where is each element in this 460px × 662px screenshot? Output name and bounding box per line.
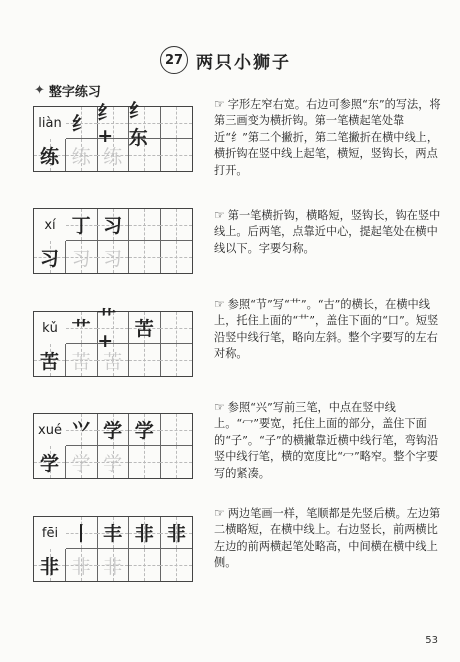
- grid-cell: [160, 414, 192, 446]
- grid-cell: [97, 517, 129, 549]
- grid-cell: [34, 517, 66, 549]
- grid-cell: [66, 209, 98, 241]
- grid-cell: [66, 549, 98, 581]
- practice-grid: [33, 208, 193, 274]
- trace-character: 学: [103, 452, 123, 475]
- stroke-step-glyph: 艹+: [97, 307, 117, 352]
- pinyin-label: fēi: [34, 517, 66, 549]
- trace-character: 非: [103, 555, 123, 578]
- stroke-step-glyph: 学: [134, 420, 154, 442]
- grid-cell: [160, 312, 192, 344]
- writing-guide-note: [214, 399, 442, 482]
- trace-character: 苦: [71, 350, 91, 373]
- grid-cell: [66, 107, 98, 139]
- note-text: 参照“节”写“艹”。“古”的横长，在横中线上，托住上面的“艹”，盖住下面的“口”。短竖沿竖中线行笔，略向左斜。整个字要写的左右对称。: [214, 298, 439, 361]
- pointing-hand-icon: ☞: [214, 97, 225, 111]
- trace-character: 非: [71, 555, 91, 578]
- grid-cell: [97, 307, 129, 352]
- grid-cell: [160, 107, 192, 139]
- section-heading: [34, 81, 101, 100]
- model-character: 习: [39, 247, 59, 270]
- grid-cell: [160, 139, 192, 171]
- grid-cell: [34, 209, 66, 241]
- model-character: 苦: [39, 350, 59, 373]
- trace-character: 苦: [103, 350, 123, 373]
- grid-cell: [34, 446, 66, 478]
- grid-cell: [66, 446, 98, 478]
- note-text: 第一笔横折钩，横略短，竖钩长，钩在竖中线上。后两笔，点靠近中心，提起笔处在横中线以下。字要匀称。: [214, 209, 441, 255]
- stroke-step-glyph: 丰: [103, 523, 123, 545]
- grid-cell: [160, 241, 192, 273]
- grid-cell: [129, 414, 161, 446]
- practice-grid: [33, 307, 193, 377]
- writing-guide-note: [214, 505, 442, 572]
- grid-cell: [34, 312, 66, 344]
- star-icon: ✦: [34, 83, 45, 98]
- grid-cell: [97, 414, 129, 446]
- grid-cell: [97, 446, 129, 478]
- grid-cell: [66, 312, 98, 344]
- stroke-step-glyph: 艹: [71, 318, 91, 340]
- trace-character: 习: [103, 247, 123, 270]
- lesson-title: 两只小狮子: [196, 52, 291, 73]
- grid-cell: [34, 139, 66, 171]
- pinyin-label: xué: [34, 414, 66, 446]
- note-text: 参照“兴”写前三笔，中点在竖中线上。“冖”要宽，托住上面的部分，盖住下面的“子”。“子”的横撇靠近横中线行笔，弯钩沿竖中线行笔，横的宽度比“冖”略窄。整个字要写的紧凑。: [214, 401, 439, 480]
- page-number: 53: [425, 635, 438, 646]
- pointing-hand-icon: ☞: [214, 297, 225, 311]
- pointing-hand-icon: ☞: [214, 208, 225, 222]
- grid-cell: [97, 549, 129, 581]
- grid-cell: [97, 139, 129, 171]
- grid-cell: [97, 241, 129, 273]
- grid-cell: [34, 414, 66, 446]
- grid-cell: [160, 344, 192, 376]
- grid-cell: [66, 414, 98, 446]
- grid-cell: [129, 209, 161, 241]
- grid-cell: [66, 344, 98, 376]
- writing-guide-note: [214, 296, 442, 363]
- practice-grid: [33, 413, 193, 479]
- section-label: 整字练习: [48, 85, 101, 100]
- grid-cell: [129, 446, 161, 478]
- grid-cell: [66, 139, 98, 171]
- grid-cell: [160, 549, 192, 581]
- practice-grid: [33, 99, 193, 172]
- stroke-step-glyph: 非: [166, 523, 186, 545]
- grid-cell: [34, 241, 66, 273]
- stroke-step-glyph: 纟东: [128, 99, 148, 149]
- stroke-step-glyph: 丁: [71, 215, 91, 237]
- pointing-hand-icon: ☞: [214, 506, 225, 520]
- model-character: 练: [39, 145, 59, 168]
- note-text: 两边笔画一样，笔顺都是先竖后横。左边第二横略短，在横中线上。右边竖长，前两横比左边的前两横起笔处略高，中间横在横中线上侧。: [214, 507, 441, 570]
- grid-cell: [128, 99, 161, 149]
- stroke-step-glyph: 纟+: [97, 102, 117, 147]
- grid-cell: [129, 241, 161, 273]
- grid-cell: [160, 446, 192, 478]
- grid-cell: [160, 517, 192, 549]
- grid-cell: [34, 549, 66, 581]
- pointing-hand-icon: ☞: [214, 400, 225, 414]
- grid-cell: [66, 517, 98, 549]
- grid-cell: [97, 344, 129, 376]
- stroke-step-glyph: 习: [103, 215, 123, 237]
- grid-cell: [66, 241, 98, 273]
- lesson-number-badge: 27: [160, 46, 188, 74]
- model-character: 非: [39, 555, 59, 578]
- grid-cell: [129, 344, 161, 376]
- stroke-step-glyph: 丨: [71, 523, 91, 545]
- grid-cell: [160, 209, 192, 241]
- grid-cell: [129, 549, 161, 581]
- pinyin-label: xí: [34, 209, 66, 241]
- practice-grid: [33, 516, 193, 582]
- stroke-step-glyph: 学: [103, 420, 123, 442]
- grid-cell: [97, 102, 129, 147]
- trace-character: 习: [71, 247, 91, 270]
- stroke-step-glyph: ⺍: [71, 420, 91, 442]
- trace-character: 练: [71, 145, 91, 168]
- writing-guide-note: [214, 207, 442, 257]
- model-character: 学: [39, 452, 59, 475]
- grid-cell: [129, 517, 161, 549]
- grid-cell: [34, 107, 66, 139]
- grid-cell: [97, 209, 129, 241]
- writing-guide-note: [214, 96, 442, 179]
- trace-character: 学: [71, 452, 91, 475]
- lesson-header: [160, 46, 291, 74]
- pinyin-label: kǔ: [34, 312, 66, 344]
- grid-cell: [34, 344, 66, 376]
- stroke-step-glyph: 苦: [134, 318, 154, 340]
- stroke-step-glyph: 非: [134, 523, 154, 545]
- note-text: 字形左窄右宽。右边可参照“东”的写法，将第三画变为横折钩。第一笔横起笔处靠近“纟”第二个撇折，第二笔撇折在横中线上，横折钩在竖中线上起笔，横短，竖钩长，两点打开。: [214, 98, 441, 177]
- stroke-step-glyph: 纟: [71, 113, 91, 135]
- trace-character: 练: [103, 145, 123, 168]
- pinyin-label: liàn: [34, 107, 66, 139]
- grid-cell: [129, 312, 161, 344]
